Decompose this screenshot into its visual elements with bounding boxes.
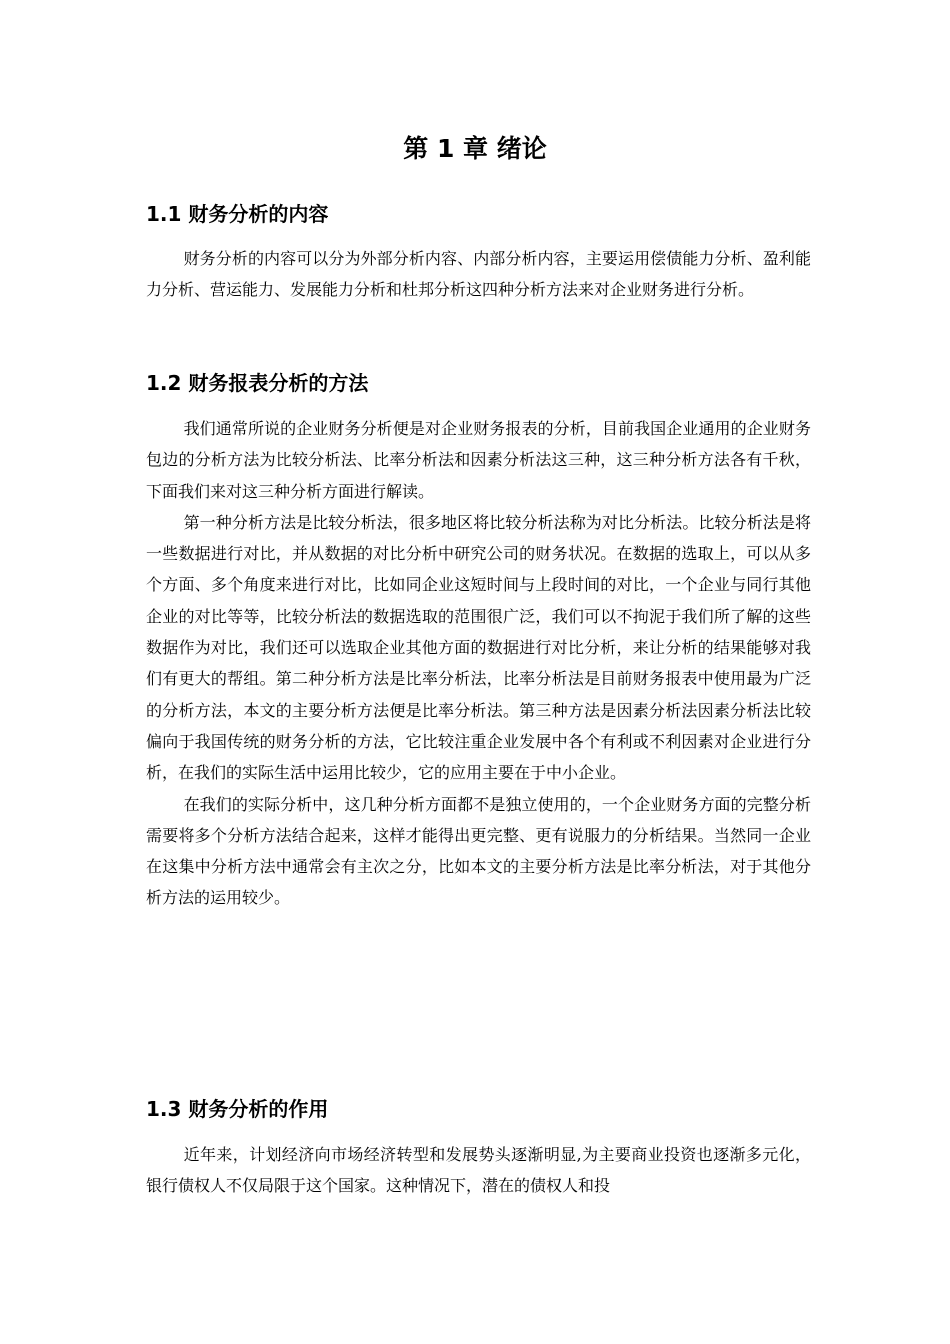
section-heading: 1.1 财务分析的内容 <box>146 202 329 226</box>
chapter-title: 第 1 章 绪论 <box>403 134 547 163</box>
paragraph: 我们通常所说的企业财务分析便是对企业财务报表的分析，目前我国企业通用的企业财务包边的分析方法为比较分析法、比率分析法和因素分析法这三种，这三种分析方法各有千秋，下面我们来对这三种分析方面进行解读。 <box>146 419 811 501</box>
paragraph: 第一种分析方法是比较分析法，很多地区将比较分析法称为对比分析法。比较分析法是将一些数据进行对比，并从数据的对比分析中研究公司的财务状况。在数据的选取上，可以从多个方面、多个角度来进行对比，比如同企业这短时间与上段时间的对比，一个企业与同行其他企业的对比等等，比较分析法的数据选取的范围很广泛，我们可以不拘泥于我们所了解的这些数据作为对比，我们还可以选取企业其他方面的数据进行对比分析，来让分析的结果能够对我们有更大的帮组。第二种分析方法是比率分析法，比率分析法是目前财务报表中使用最为广泛的分析方法，本文的主要分析方法便是比率分析法。第三种方法是因素分析法因素分析法比较偏向于我国传统的财务分析的方法，它比较注重企业发展中各个有利或不利因素对企业进行分析，在我们的实际生活中运用比较少，它的应用主要在于中小企业。 <box>146 512 811 783</box>
section-1-2 <box>146 369 811 914</box>
section-heading: 1.3 财务分析的作用 <box>146 1097 329 1121</box>
paragraph: 在我们的实际分析中，这几种分析方面都不是独立使用的，一个企业财务方面的完整分析需要将多个分析方法结合起来，这样才能得出更完整、更有说服力的分析结果。当然同一企业在这集中分析方法中通常会有主次之分，比如本文的主要分析方法是比率分析法，对于其他分析方法的运用较少。 <box>146 794 811 908</box>
paragraph: 财务分析的内容可以分为外部分析内容、内部分析内容，主要运用偿债能力分析、盈利能力分析、营运能力、发展能力分析和杜邦分析这四种分析方法来对企业财务进行分析。 <box>146 249 811 300</box>
section-heading: 1.2 财务报表分析的方法 <box>146 371 369 395</box>
section-1-3 <box>146 1095 811 1202</box>
section-1-1 <box>146 200 811 306</box>
paragraph: 近年来，计划经济向市场经济转型和发展势头逐渐明显,为主要商业投资也逐渐多元化，银行债权人不仅局限于这个国家。这种情况下，潜在的债权人和投 <box>146 1145 811 1196</box>
